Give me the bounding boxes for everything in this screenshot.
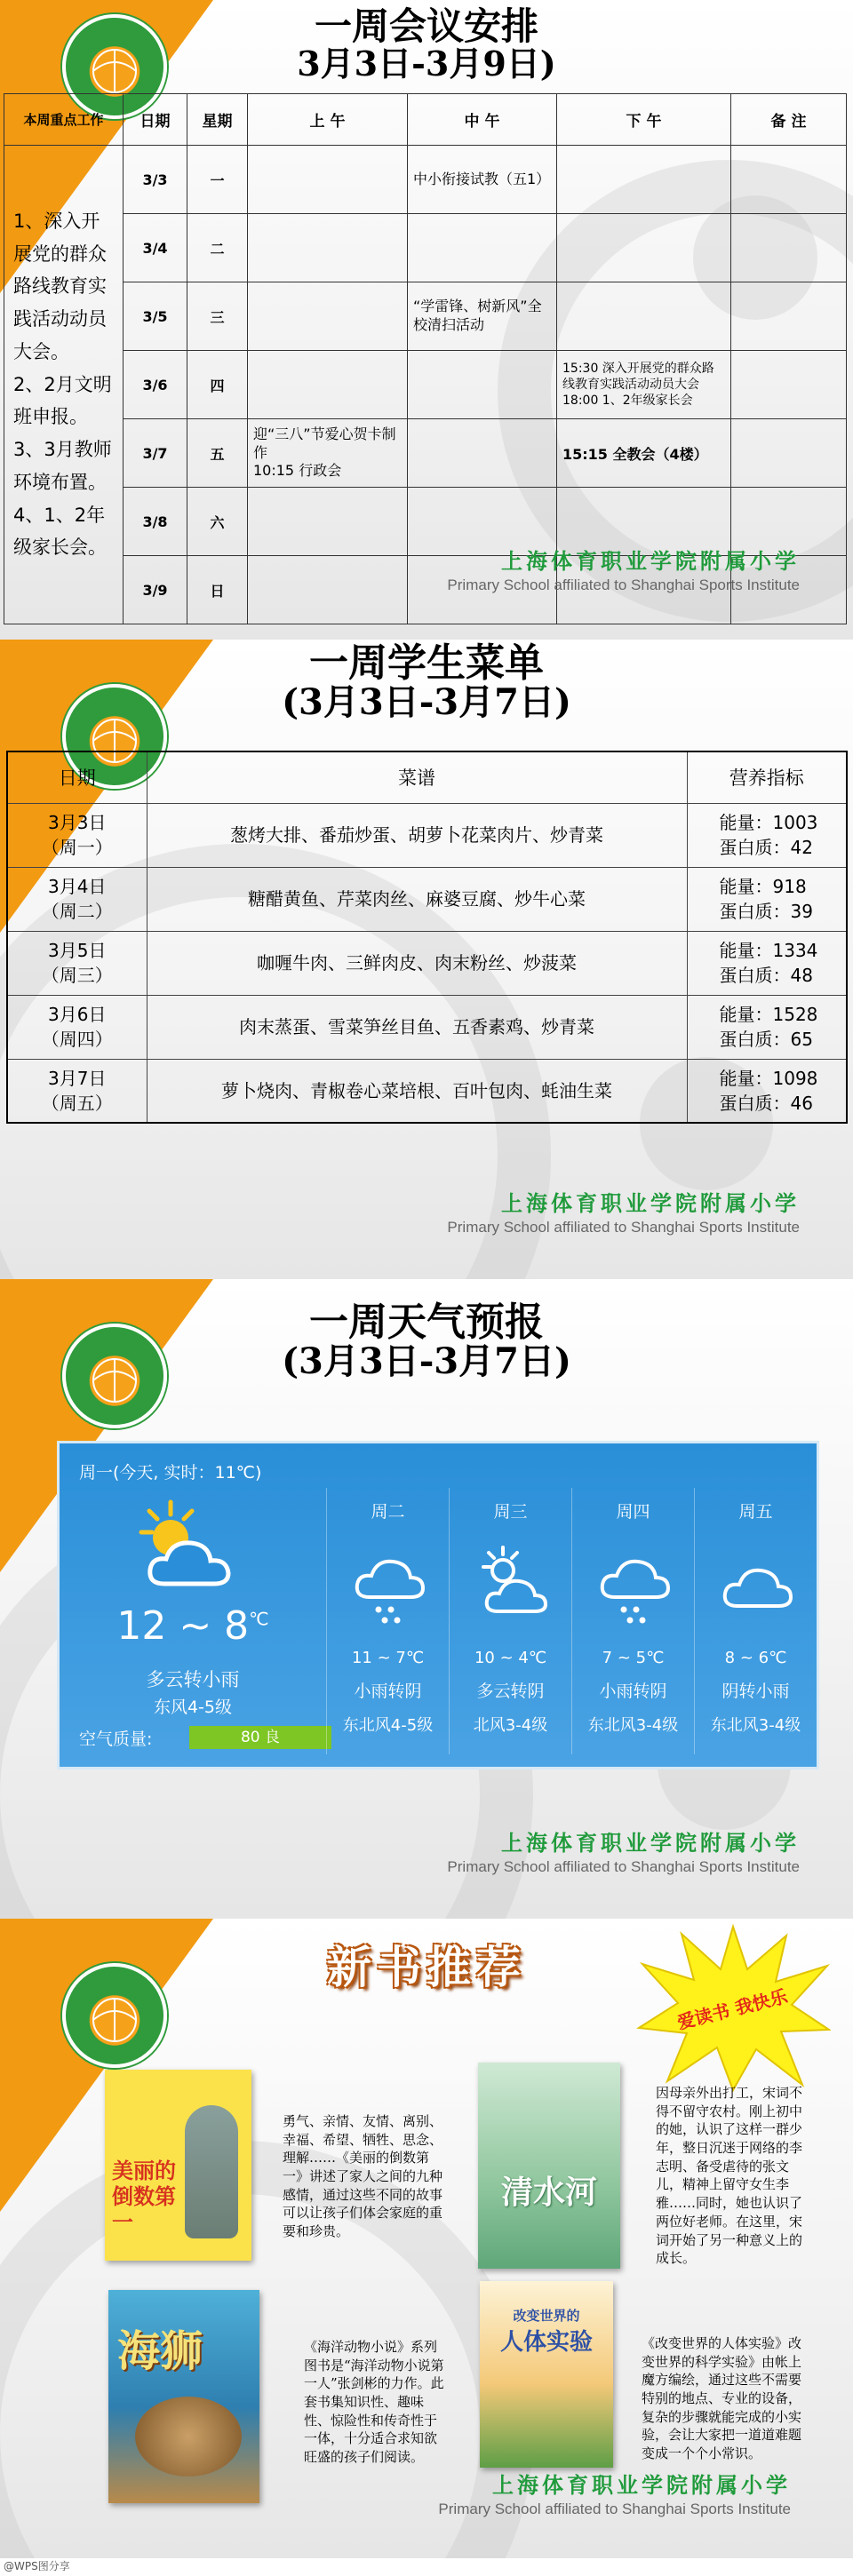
- menu-energy: 能量：1528: [719, 1004, 818, 1025]
- header-noon: 中 午: [408, 94, 557, 146]
- school-footer: [438, 2468, 791, 2518]
- day-desc: 多云转阴: [476, 1682, 545, 1701]
- cloud-rain-icon: [594, 1540, 674, 1638]
- school-name-cn: 上海体育职业学院附属小学: [501, 548, 800, 574]
- morning-cell: [248, 282, 408, 351]
- slide-meeting-schedule: [0, 0, 853, 640]
- menu-nutrition-cell: [687, 931, 847, 995]
- cover-title: 人体实验: [499, 2329, 593, 2356]
- weather-day-thursday: [571, 1488, 694, 1754]
- menu-day: （周五）: [41, 1092, 113, 1114]
- header-weekday: 星期: [187, 94, 248, 146]
- weather-today-desc: 多云转小雨: [146, 1669, 240, 1690]
- day-wind: 北风3-4级: [473, 1716, 548, 1735]
- day-name: 周四: [616, 1502, 650, 1522]
- day-temp: 7 ~ 5℃: [602, 1649, 665, 1667]
- menu-day: （周二）: [41, 901, 113, 922]
- afternoon-cell: 15:30 深入开展党的群众路线教育实践活动动员大会 18:00 1、2年级家长会: [557, 351, 731, 419]
- day-wind: 东北风3-4级: [587, 1716, 679, 1735]
- focus-item: 4、1、2年级家长会。: [13, 504, 107, 559]
- day-icon-wrap: [327, 1540, 449, 1647]
- menu-title: [0, 640, 853, 724]
- noon-cell: [408, 419, 557, 488]
- school-footer: [447, 1825, 800, 1876]
- menu-dishes-cell: 肉末蒸蛋、雪菜笋丝目鱼、五香素鸡、炒青菜: [147, 995, 687, 1059]
- table-row: [4, 214, 847, 282]
- afternoon-cell: [557, 214, 731, 282]
- sun-cloud-icon: [471, 1540, 551, 1638]
- focus-work-cell: [4, 146, 124, 624]
- date-cell: 3/5: [124, 282, 187, 351]
- note-cell: [731, 419, 847, 488]
- day-icon-wrap: [695, 1540, 817, 1647]
- afternoon-cell: 15:15 全教会（4楼）: [557, 419, 731, 488]
- weather-today-wind: 东风4-5级: [153, 1697, 233, 1717]
- weekday-cell: 二: [187, 214, 248, 282]
- today-temp-range: 12 ~ 8: [116, 1603, 250, 1649]
- cover-title: 美丽的倒数第一: [112, 2158, 176, 2235]
- meeting-table-header: [4, 94, 847, 146]
- menu-day: （周一）: [41, 837, 113, 858]
- menu-dishes-cell: 糖醋黄鱼、芹菜肉丝、麻婆豆腐、炒牛心菜: [147, 867, 687, 931]
- header-date: 日期: [124, 94, 187, 146]
- menu-dishes-cell: 萝卜烧肉、青椒卷心菜培根、百叶包肉、蚝油生菜: [147, 1059, 687, 1123]
- cloud-icon: [716, 1540, 796, 1638]
- cover-figure: [135, 2397, 242, 2477]
- menu-date-cell: [7, 867, 147, 931]
- menu-title-line1: 一周学生菜单: [309, 640, 544, 686]
- weather-title: [0, 1300, 853, 1383]
- cover-title: 清水河: [500, 2174, 597, 2211]
- menu-protein: 蛋白质：39: [719, 901, 813, 922]
- day-icon-wrap: [450, 1540, 571, 1647]
- day-name: 周三: [493, 1502, 528, 1522]
- cloud-rain-icon: [348, 1540, 428, 1638]
- weather-today-header: 周一(今天, 实时：11℃): [79, 1463, 262, 1483]
- school-name-en: Primary School affiliated to Shanghai Sports Institute: [447, 576, 800, 593]
- day-temp: 11 ~ 7℃: [351, 1649, 425, 1667]
- table-row: [4, 351, 847, 419]
- morning-cell: [248, 488, 408, 556]
- header-morning: 上 午: [248, 94, 408, 146]
- menu-date: 3月7日: [48, 1067, 107, 1089]
- slogan-text: 爱读书 我快乐: [674, 1985, 790, 2034]
- day-icon-wrap: [572, 1540, 694, 1647]
- noon-cell: [408, 351, 557, 419]
- weekday-cell: 五: [187, 419, 248, 488]
- header-note: 备 注: [731, 94, 847, 146]
- book-desc-3: 《海洋动物小说》系列图书是“海洋动物小说第一人”张剑彬的力作。此套书集知识性、趣味性、惊险性和传奇性于一体，十分适合求知欲旺盛的孩子们阅读。: [304, 2339, 444, 2466]
- day-temp: 10 ~ 4℃: [474, 1649, 547, 1667]
- menu-date: 3月3日: [48, 812, 107, 833]
- school-name-en: Primary School affiliated to Shanghai Sports Institute: [438, 2500, 791, 2517]
- school-footer: [447, 544, 800, 594]
- watermark: @WPS图分享: [4, 2560, 70, 2572]
- school-name-cn: 上海体育职业学院附属小学: [501, 1190, 800, 1216]
- slogan-starburst: [635, 1923, 831, 2092]
- book-desc-2: 因母亲外出打工，宋词不得不留守农村。刚上初中的她，认识了这样一群少年，整日沉迷于网络的李志明、备受虐待的张文儿，精神上留守女生李雅……同时，她也认识了两位好老师。在这里，宋词开始了另一种意义上的成长。: [656, 2085, 803, 2267]
- menu-energy: 能量：1334: [719, 940, 818, 961]
- cover-figure: [185, 2105, 238, 2238]
- table-row: [7, 931, 847, 995]
- date-cell: 3/4: [124, 214, 187, 282]
- weather-day-tuesday: [326, 1488, 449, 1754]
- book-cover-2: [478, 2063, 620, 2269]
- menu-table-header: [7, 751, 847, 803]
- day-desc: 小雨转阴: [354, 1682, 422, 1701]
- menu-title-line2: (3月3日-3月7日): [282, 681, 571, 724]
- menu-nutrition-cell: [687, 1059, 847, 1123]
- menu-date-cell: [7, 931, 147, 995]
- menu-energy: 能量：1098: [719, 1067, 818, 1089]
- menu-date: 3月4日: [48, 876, 107, 897]
- date-cell: 3/8: [124, 488, 187, 556]
- school-footer: [447, 1186, 800, 1236]
- book-desc-1: 勇气、亲情、友情、离别、幸福、希望、牺牲、思念、理解……《美丽的倒数第一》讲述了家人之间的九种感情，通过这些不同的故事可以让孩子们体会家庭的重要和珍贵。: [283, 2113, 443, 2240]
- aqi-badge: 80 良: [189, 1726, 331, 1749]
- date-cell: 3/9: [124, 556, 187, 624]
- header-dishes: 菜谱: [147, 751, 687, 803]
- book-cover-3: [108, 2290, 259, 2503]
- school-name-cn: 上海体育职业学院附属小学: [501, 1830, 800, 1856]
- menu-nutrition-cell: [687, 867, 847, 931]
- book-cover-1: [105, 2070, 251, 2261]
- table-row: [7, 803, 847, 867]
- cover-title: 海狮: [117, 2326, 203, 2376]
- table-row: [7, 867, 847, 931]
- table-row: [4, 282, 847, 351]
- menu-protein: 蛋白质：42: [719, 837, 813, 858]
- note-cell: [731, 146, 847, 214]
- day-name: 周五: [738, 1502, 773, 1522]
- weather-today-temp: [60, 1603, 326, 1649]
- menu-protein: 蛋白质：65: [719, 1029, 813, 1050]
- school-name-en: Primary School affiliated to Shanghai Sports Institute: [447, 1858, 800, 1875]
- meeting-title-line1: 一周会议安排: [314, 4, 538, 48]
- meeting-title-line2: 3月3日-3月9日): [297, 44, 556, 84]
- afternoon-cell: [557, 146, 731, 214]
- weekday-cell: 三: [187, 282, 248, 351]
- weather-title-line2: (3月3日-3月7日): [282, 1340, 571, 1383]
- book-section-title: 新书推荐: [327, 1941, 526, 1993]
- weekday-cell: 四: [187, 351, 248, 419]
- menu-date-cell: [7, 1059, 147, 1123]
- menu-date: 3月5日: [48, 940, 107, 961]
- weather-title-line1: 一周天气预报: [309, 1300, 544, 1345]
- morning-cell: [248, 214, 408, 282]
- menu-day: （周四）: [41, 1029, 113, 1050]
- school-name-cn: 上海体育职业学院附属小学: [492, 2472, 791, 2498]
- table-row: [7, 1059, 847, 1123]
- menu-date: 3月6日: [48, 1004, 107, 1025]
- focus-item: 2、2月文明班申报。: [13, 373, 112, 428]
- menu-energy: 能量：1003: [719, 812, 818, 833]
- menu-nutrition-cell: [687, 995, 847, 1059]
- note-cell: [731, 351, 847, 419]
- header-date: 日期: [7, 751, 147, 803]
- cover-top-text: 改变世界的: [513, 2308, 580, 2324]
- header-focus: 本周重点工作: [4, 94, 124, 146]
- menu-date-cell: [7, 995, 147, 1059]
- menu-protein: 蛋白质：48: [719, 965, 813, 986]
- date-cell: 3/3: [124, 146, 187, 214]
- table-row: [4, 146, 847, 214]
- header-afternoon: 下 午: [557, 94, 731, 146]
- meeting-title: [0, 4, 853, 84]
- weekday-cell: 日: [187, 556, 248, 624]
- sun-cloud-icon: [122, 1495, 255, 1602]
- day-desc: 小雨转阴: [599, 1682, 667, 1701]
- menu-dishes-cell: 咖喱牛肉、三鲜肉皮、肉末粉丝、炒菠菜: [147, 931, 687, 995]
- menu-energy: 能量：918: [719, 876, 807, 897]
- focus-item: 1、深入开展党的群众路线教育实践活动动员大会。: [13, 210, 107, 362]
- table-row: [7, 995, 847, 1059]
- book-cover-4: [480, 2281, 613, 2468]
- weekday-cell: 六: [187, 488, 248, 556]
- menu-date-cell: [7, 803, 147, 867]
- date-cell: 3/6: [124, 351, 187, 419]
- afternoon-cell: [557, 282, 731, 351]
- noon-cell: “学雷锋、树新风”全校清扫活动: [408, 282, 557, 351]
- temp-unit: ℃: [249, 1608, 269, 1630]
- note-cell: [731, 214, 847, 282]
- menu-table: [6, 751, 848, 1124]
- book-desc-4: 《改变世界的人体实验》改变世界的科学实验》由帐上魔方编绘，通过这些不需要特别的地点、专业的设备，复杂的步骤就能完成的小实验，会让大家把一道道难题变成一个个小常识。: [642, 2335, 802, 2462]
- menu-nutrition-cell: [687, 803, 847, 867]
- morning-cell: 迎“三八”节爱心贺卡制作 10:15 行政会: [248, 419, 408, 488]
- weekday-cell: 一: [187, 146, 248, 214]
- morning-cell: [248, 556, 408, 624]
- menu-day: （周三）: [41, 965, 113, 986]
- day-wind: 东北风4-5级: [342, 1716, 434, 1735]
- day-wind: 东北风3-4级: [710, 1716, 801, 1735]
- noon-cell: 中小衔接试教（五1）: [408, 146, 557, 214]
- weather-widget: [57, 1441, 819, 1769]
- noon-cell: [408, 214, 557, 282]
- morning-cell: [248, 351, 408, 419]
- weather-day-friday: [694, 1488, 817, 1754]
- day-name: 周二: [371, 1502, 405, 1522]
- weather-day-wednesday: [449, 1488, 571, 1754]
- aqi-label: 空气质量:: [79, 1729, 153, 1749]
- school-name-en: Primary School affiliated to Shanghai Sports Institute: [447, 1219, 800, 1236]
- day-temp: 8 ~ 6℃: [724, 1649, 787, 1667]
- morning-cell: [248, 146, 408, 214]
- menu-protein: 蛋白质：46: [719, 1092, 813, 1114]
- note-cell: [731, 282, 847, 351]
- date-cell: 3/7: [124, 419, 187, 488]
- focus-item: 3、3月教师环境布置。: [13, 439, 112, 493]
- header-nutrition: 营养指标: [687, 751, 847, 803]
- menu-dishes-cell: 葱烤大排、番茄炒蛋、胡萝卜花菜肉片、炒青菜: [147, 803, 687, 867]
- table-row: [4, 419, 847, 488]
- day-desc: 阴转小雨: [721, 1682, 790, 1701]
